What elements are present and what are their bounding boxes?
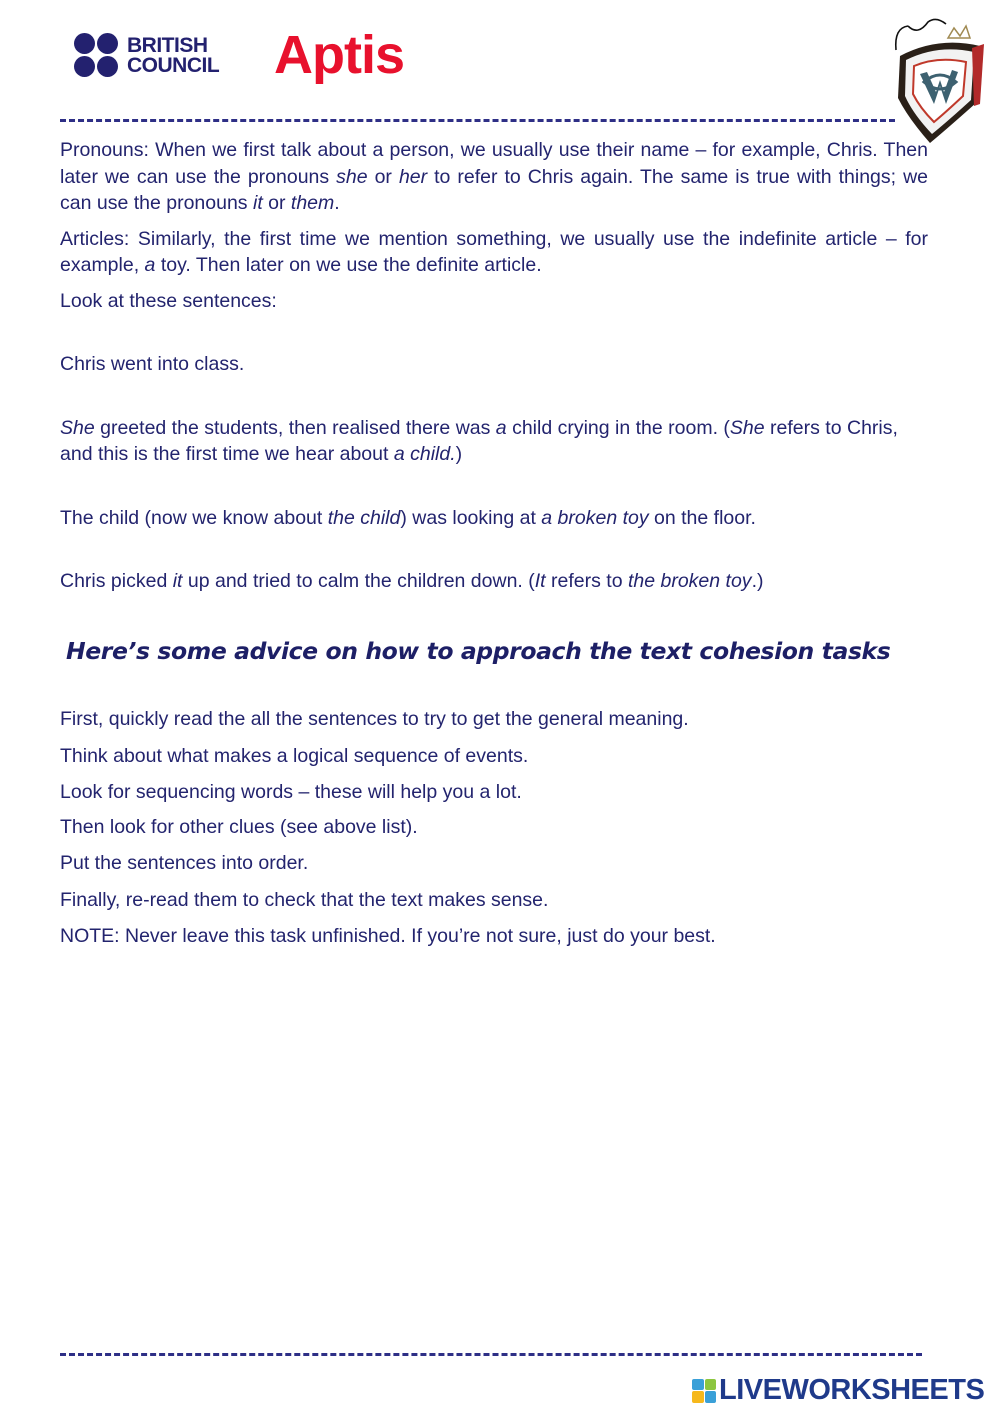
advice-item: NOTE: Never leave this task unfinished. If you’re not sure, just do your best. — [60, 925, 716, 947]
advice-item: Look for sequencing words – these will help you a lot. — [60, 781, 522, 803]
main-content — [60, 136, 928, 950]
articles-paragraph: Articles: Similarly, the first time we mention something, we usually use the indefinite article – for example, a toy. Then later on we use the definite article. — [60, 227, 928, 276]
liveworksheets-logo — [692, 1374, 984, 1407]
advice-item: Think about what makes a logical sequence of events. — [60, 744, 529, 767]
sentence-3: The child (now we know about the child) was looking at a broken toy on the floor. — [60, 506, 756, 529]
liveworksheets-icon — [692, 1379, 716, 1403]
sentence-4: Chris picked it up and tried to calm the children down. (It refers to the broken toy.) — [60, 570, 764, 592]
montfort-crest-icon — [888, 8, 988, 143]
liveworksheets-brand: LIVEWORKSHEETS — [719, 1374, 985, 1406]
aptis-logo: Aptis — [274, 25, 404, 85]
british-council-logo — [74, 33, 219, 78]
advice-item: Put the sentences into order. — [60, 852, 309, 874]
org-line2: COUNCIL — [127, 53, 220, 77]
sentence-2: She greeted the students, then realised there was a child crying in the room. (She refers to Chris, and this is the first time we hear about a child.) — [60, 416, 898, 465]
pronouns-paragraph: Pronouns: When we first talk about a person, we usually use their name – for example, Chris. Then later we can use the pronouns she or her to refer to Chris again. The same is true with things; we can use the pronouns it or them. — [60, 139, 928, 214]
british-council-dots-icon — [74, 33, 119, 78]
advice-item: First, quickly read the all the sentences to try to get the general meaning. — [60, 708, 689, 730]
advice-item: Then look for other clues (see above list). — [60, 815, 418, 838]
advice-list — [60, 706, 928, 950]
org-line1: BRITISH — [127, 33, 208, 57]
look-at-line: Look at these sentences: — [60, 289, 277, 312]
top-dashed-divider — [60, 119, 895, 122]
sentence-1: Chris went into class. — [60, 353, 245, 375]
bottom-dashed-divider — [60, 1353, 922, 1356]
advice-heading: Here’s some advice on how to approach the text cohesion tasks — [66, 636, 891, 665]
advice-item: Finally, re-read them to check that the text makes sense. — [60, 888, 549, 911]
